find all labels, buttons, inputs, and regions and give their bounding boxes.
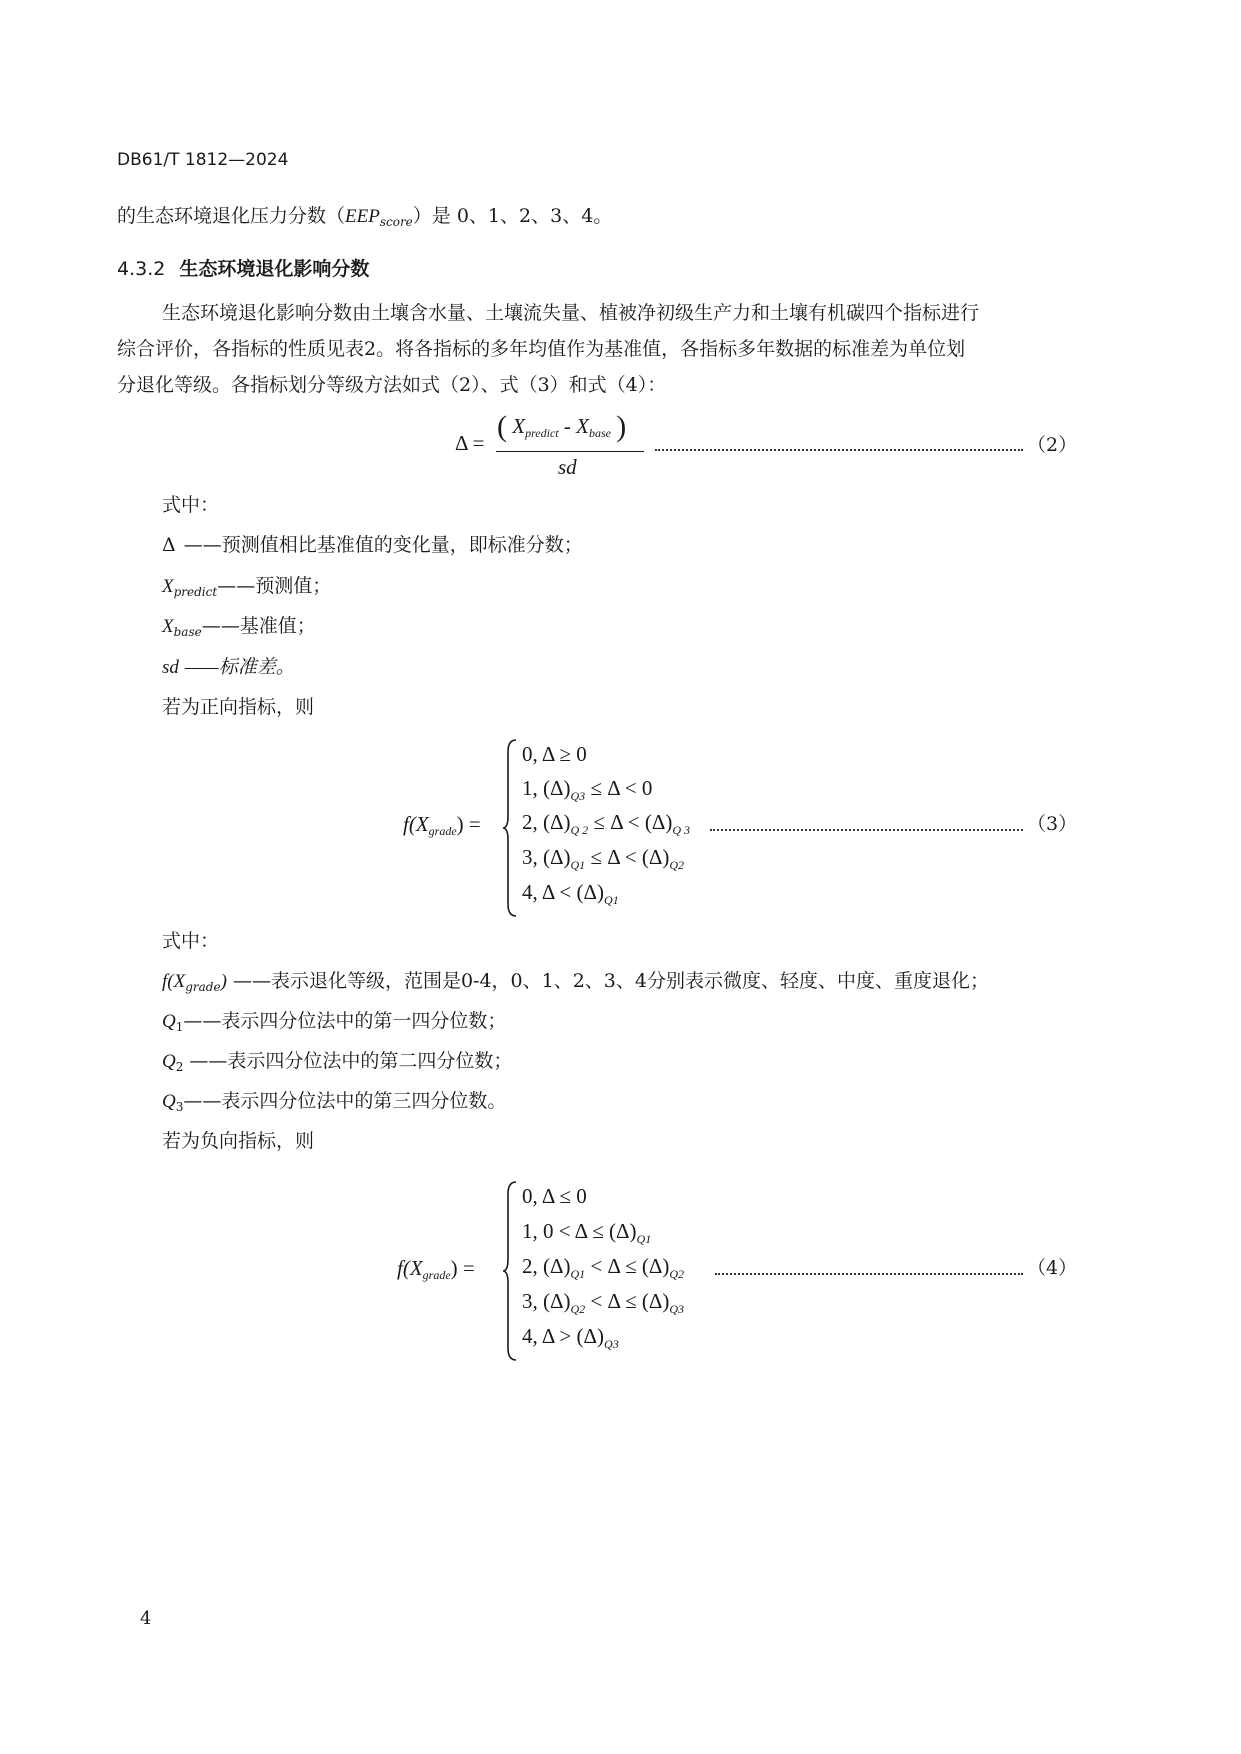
document-code: DB61/T 1812—2024 (117, 150, 289, 170)
eq3-case2-q1: Q 2 (570, 823, 589, 837)
eq3-case-1 (522, 776, 652, 804)
eq3-case-4 (522, 880, 619, 908)
q1-subscript: 1 (175, 1020, 184, 1034)
eq2-sub-base: base (588, 426, 611, 440)
eq4-case4-a: 4, Δ > (Δ) (522, 1324, 605, 1348)
eq2-minus: - (563, 414, 571, 438)
eq2-fraction-bar (496, 451, 644, 452)
delta-symbol: Δ (162, 534, 176, 556)
eq3-leader-dots (710, 829, 1023, 831)
eq4-case3-a: 3, (Δ) (522, 1289, 571, 1313)
sd-symbol: sd (162, 657, 179, 678)
xpredict-description: ——预测值； (217, 575, 332, 597)
where2-def-q1 (162, 1002, 506, 1046)
eq4-equals: ) = (450, 1256, 475, 1280)
q2-symbol: Q (162, 1051, 176, 1072)
where2-def-q3 (162, 1082, 506, 1126)
where2-def-q2 (162, 1042, 512, 1086)
q3-symbol: Q (162, 1091, 176, 1112)
q1-symbol: Q (162, 1011, 176, 1032)
eq4-case1-a: 1, 0 < Δ ≤ (Δ) (522, 1219, 637, 1243)
eq3-number: （3） (1027, 813, 1078, 835)
sd-description: ——标准差。 (184, 657, 295, 678)
where-label-2: 式中： (162, 930, 220, 952)
eq3-grade-subscript: grade (428, 824, 457, 838)
eq3-case2-a: 2, (Δ) (522, 810, 571, 834)
eq4-case2-b: < Δ ≤ (Δ) (585, 1254, 670, 1278)
fxgrade-description: ——表示退化等级，范围是0-4，0、1、2、3、4分别表示微度、轻度、中度、重度退化； (226, 970, 989, 992)
eq3-left-brace (502, 738, 520, 918)
eq4-case3-q1: Q2 (570, 1302, 586, 1316)
eq4-case2-a: 2, (Δ) (522, 1254, 571, 1278)
xbase-description: ——基准值； (201, 615, 316, 637)
eq3-case2-q2: Q 3 (672, 823, 691, 837)
xbase-subscript: base (173, 625, 202, 639)
eq3-case2-b: ≤ Δ < (Δ) (588, 810, 673, 834)
eq4-x: (X (402, 1256, 423, 1280)
eq3-case3-b: ≤ Δ < (Δ) (585, 845, 670, 869)
positive-intro: 若为正向指标，则 (162, 696, 315, 718)
eq4-grade-subscript: grade (422, 1268, 451, 1282)
q1-description: ——表示四分位法中的第一四分位数； (183, 1010, 507, 1032)
where1-def-xbase (162, 607, 316, 651)
xpredict-subscript: predict (173, 585, 218, 599)
eq3-case3-a: 3, (Δ) (522, 845, 571, 869)
eq4-left-brace (502, 1180, 520, 1362)
eq4-case-2 (522, 1254, 684, 1282)
where1-def-delta (162, 526, 583, 564)
eq3-case3-q1: Q1 (570, 858, 586, 872)
intro-after: ）是 0、1、2、3、4。 (412, 205, 613, 227)
negative-intro: 若为负向指标，则 (162, 1130, 315, 1152)
paragraph-line-1: 生态环境退化影响分数由土壤含水量、土壤流失量、植被净初级生产力和土壤有机碳四个指标进行 (162, 302, 980, 324)
intro-before: 的生态环境退化压力分数（ (117, 205, 346, 227)
eq3-case1-q: Q3 (570, 789, 586, 803)
fxgrade-x: (X (167, 971, 186, 992)
eq2-x1: X (512, 414, 526, 438)
eq4-case-4 (522, 1324, 619, 1352)
eq3-case4-a: 4, Δ < (Δ) (522, 880, 605, 904)
eq3-case1-b: ≤ Δ < 0 (585, 776, 653, 800)
section-number: 4.3.2 (117, 258, 166, 280)
q2-subscript: 2 (175, 1060, 184, 1074)
section-heading (117, 254, 369, 281)
eq3-f: f (403, 812, 409, 836)
where1-def-xpredict (162, 567, 331, 611)
eq4-case3-q2: Q3 (669, 1302, 685, 1316)
delta-description: ——预测值相比基准值的变化量，即标准分数； (183, 534, 583, 556)
intro-line (117, 197, 612, 241)
eq2-numerator: ( $X_{predict} - X_{base}$ ) (497, 410, 627, 443)
xpredict-symbol: X (162, 576, 174, 597)
eq3-case4-q: Q1 (604, 893, 619, 907)
eq3-case3-q2: Q2 (669, 858, 685, 872)
eq3-case1-a: 1, (Δ) (522, 776, 571, 800)
eq2-denominator: sd (558, 455, 577, 479)
eq3-case-3 (522, 845, 684, 873)
eq4-case-1 (522, 1219, 651, 1247)
page-number: 4 (140, 1608, 152, 1629)
eq2-number: （2） (1027, 434, 1078, 456)
eq2-leader-dots (655, 449, 1023, 451)
where1-def-sd (162, 648, 295, 687)
eq4-case2-q1: Q1 (570, 1267, 586, 1281)
xbase-symbol: X (162, 616, 174, 637)
eq2-x2: X (576, 414, 589, 438)
q2-description: ——表示四分位法中的第二四分位数； (183, 1050, 513, 1072)
eq2-lhs: Δ = (455, 431, 485, 455)
fxgrade-close: ) (220, 971, 227, 992)
eq4-lhs (397, 1256, 475, 1283)
eq4-number: （4） (1027, 1257, 1078, 1279)
eq4-case1-q: Q1 (636, 1232, 652, 1246)
paragraph-line-3: 分退化等级。各指标划分等级方法如式（2）、式（3）和式（4）： (117, 374, 667, 396)
eq4-case-0: 0, Δ ≤ 0 (522, 1184, 587, 1208)
eq4-case2-q2: Q2 (669, 1267, 685, 1281)
eq4-case-3 (522, 1289, 684, 1317)
fxgrade-subscript: grade (185, 980, 221, 994)
paragraph-line-2: 综合评价，各指标的性质见表2。将各指标的多年均值作为基准值，各指标多年数据的标准差为单位划 (117, 338, 966, 360)
section-title: 生态环境退化影响分数 (179, 258, 370, 280)
fxgrade-f: f (162, 971, 168, 992)
q3-description: ——表示四分位法中的第三四分位数。 (183, 1090, 507, 1112)
eq3-lhs (403, 812, 481, 839)
q3-subscript: 3 (175, 1100, 184, 1114)
eep-symbol: EEP (345, 206, 380, 227)
eq4-case4-q: Q3 (604, 1337, 619, 1351)
eq3-case-0: 0, Δ ≥ 0 (522, 742, 587, 766)
eep-subscript: score (379, 215, 413, 229)
eq3-equals: ) = (456, 812, 481, 836)
eq4-f: f (397, 1256, 403, 1280)
eq4-case3-b: < Δ ≤ (Δ) (585, 1289, 670, 1313)
eq2-sub-predict: predict (525, 426, 559, 440)
eq3-x: (X (408, 812, 429, 836)
eq3-case-2 (522, 810, 690, 838)
eq4-leader-dots (715, 1273, 1023, 1275)
where2-def-fxgrade (162, 962, 989, 1006)
where-label-1: 式中： (162, 494, 220, 516)
